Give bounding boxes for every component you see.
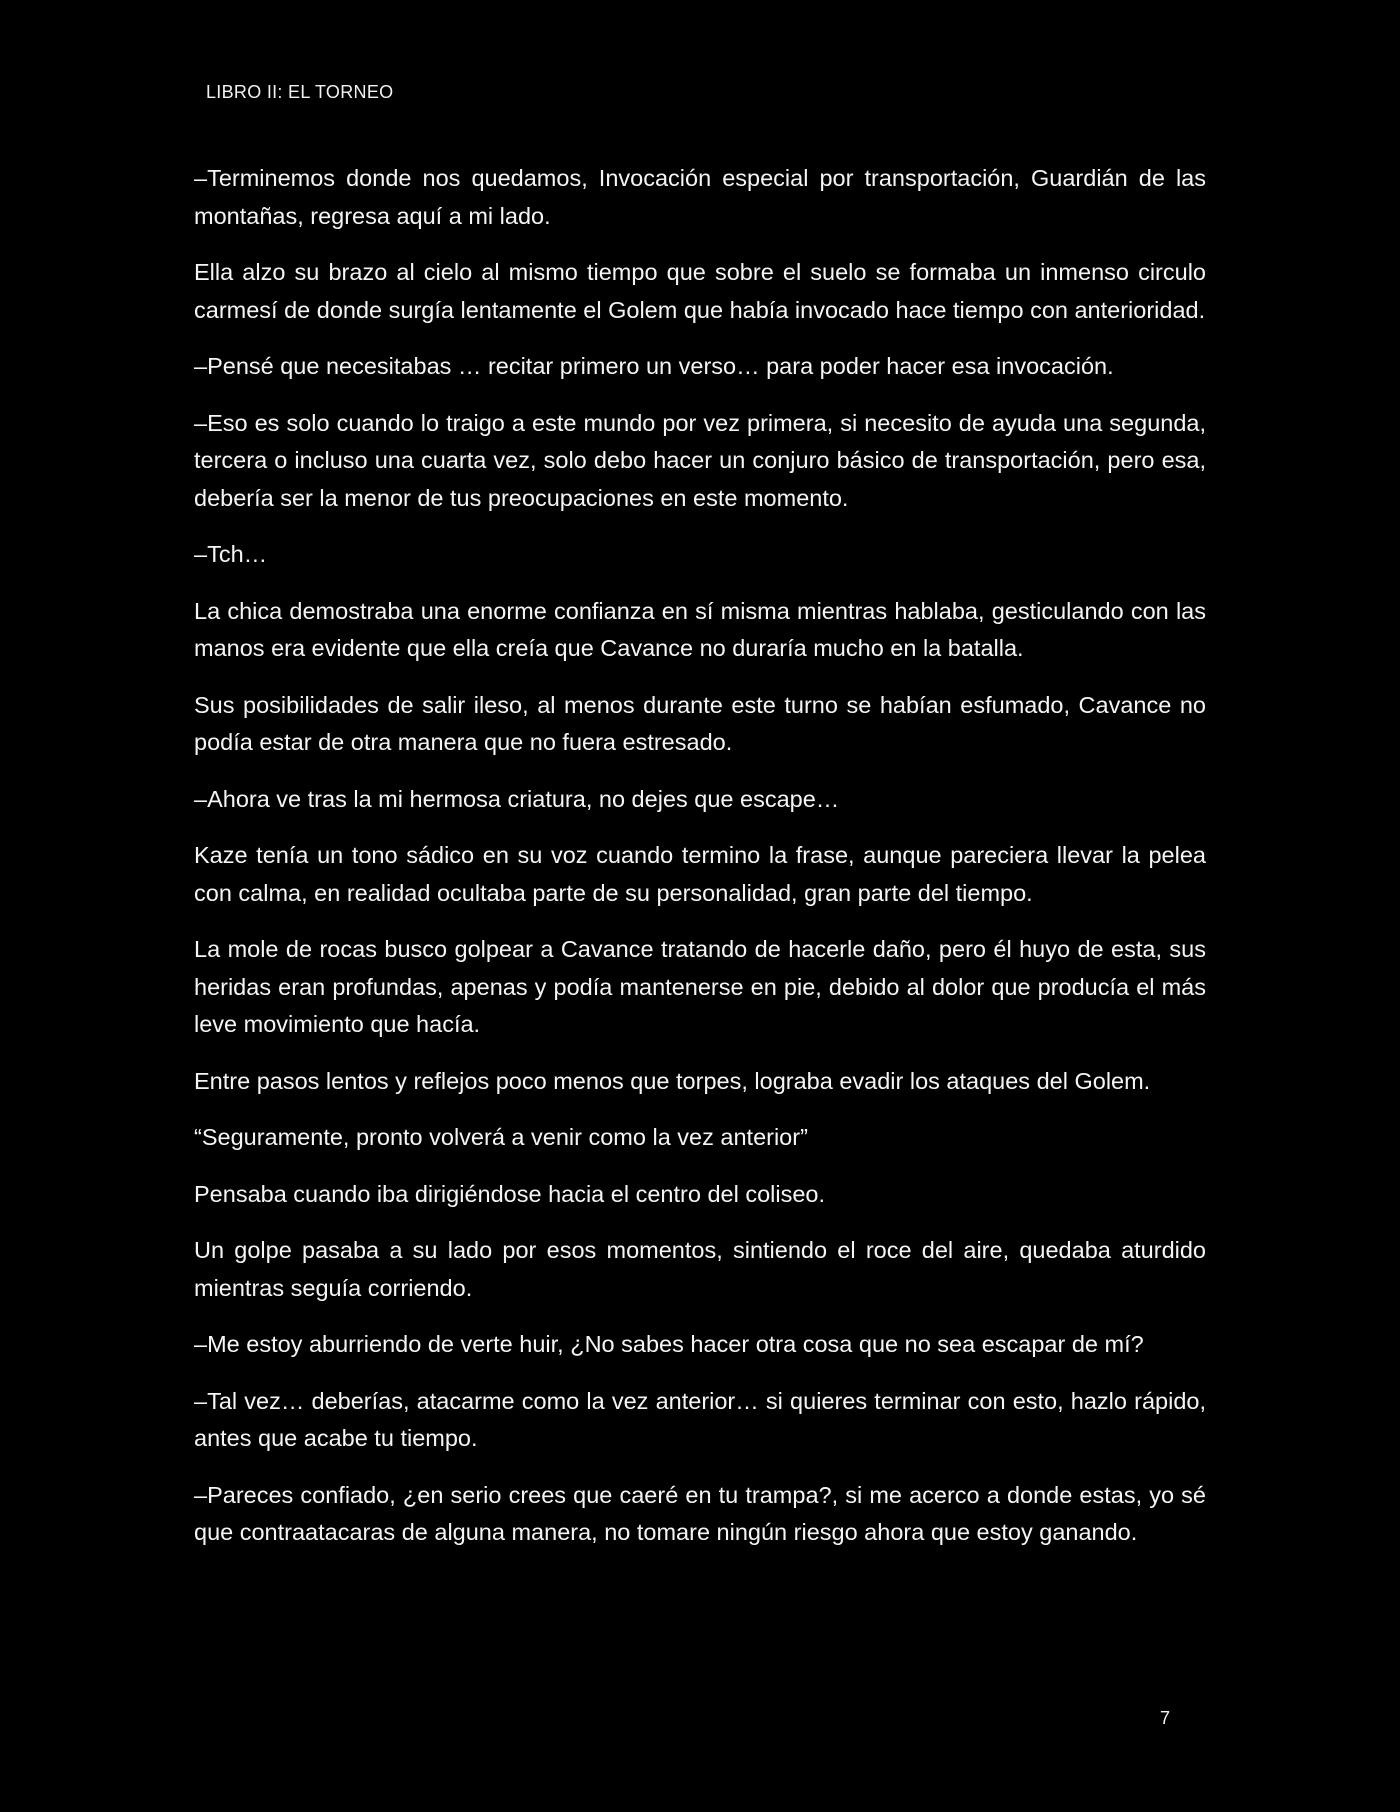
paragraph: La mole de rocas busco golpear a Cavance tratando de hacerle daño, pero él huyo de esta, sus heridas eran profundas, apenas y podía mantenerse en pie, debido al dolor que producía el más leve movimiento que hacía. — [194, 936, 1206, 1037]
paragraph: Sus posibilidades de salir ileso, al menos durante este turno se habían esfumado, Cavance no podía estar de otra manera que no fuera estresado. — [194, 691, 1206, 755]
paragraph: Ella alzo su brazo al cielo al mismo tiempo que sobre el suelo se formaba un inmenso circulo carmesí de donde surgía lentamente el Golem que había invocado hace tiempo con anterioridad. — [194, 259, 1206, 323]
body-text — [194, 160, 1206, 1571]
paragraph: –Tal vez… deberías, atacarme como la vez anterior… si quieres terminar con esto, hazlo rápido, antes que acabe tu tiempo. — [194, 1387, 1206, 1451]
paragraph: –Ahora ve tras la mi hermosa criatura, no dejes que escape… — [194, 785, 840, 812]
paragraph: Un golpe pasaba a su lado por esos momentos, sintiendo el roce del aire, quedaba aturdido mientras seguía corriendo. — [194, 1237, 1206, 1301]
page-number: 7 — [1160, 1708, 1171, 1728]
paragraph: Kaze tenía un tono sádico en su voz cuando termino la frase, aunque pareciera llevar la pelea con calma, en realidad ocultaba parte de su personalidad, gran parte del tiempo. — [194, 842, 1206, 906]
paragraph: La chica demostraba una enorme confianza en sí misma mientras hablaba, gesticulando con las manos era evidente que ella creía que Cavance no duraría mucho en la batalla. — [194, 597, 1206, 661]
paragraph: Pensaba cuando iba dirigiéndose hacia el centro del coliseo. — [194, 1180, 826, 1207]
paragraph: Entre pasos lentos y reflejos poco menos que torpes, lograba evadir los ataques del Golem. — [194, 1067, 1151, 1094]
paragraph: –Pensé que necesitabas … recitar primero un verso… para poder hacer esa invocación. — [194, 353, 1114, 379]
paragraph: –Eso es solo cuando lo traigo a este mundo por vez primera, si necesito de ayuda una segunda, tercera o incluso una cuarta vez, solo debo hacer un conjuro básico de transportación, pero esa, debería ser la menor de tus preocupaciones en este momento. — [194, 409, 1206, 511]
running-header: LIBRO II: EL TORNEO — [206, 82, 394, 102]
paragraph: –Me estoy aburriendo de verte huir, ¿No sabes hacer otra cosa que no sea escapar de mí? — [194, 1331, 1144, 1357]
paragraph: –Pareces confiado, ¿en serio crees que caeré en tu trampa?, si me acerco a donde estas, yo sé que contraatacaras de alguna manera, no tomare ningún riesgo ahora que estoy ganando. — [194, 1481, 1206, 1545]
paragraph: “Seguramente, pronto volverá a venir como la vez anterior” — [194, 1124, 808, 1150]
paragraph: –Tch… — [194, 541, 268, 567]
paragraph: –Terminemos donde nos quedamos, Invocación especial por transportación, Guardián de las montañas, regresa aquí a mi lado. — [194, 165, 1206, 229]
